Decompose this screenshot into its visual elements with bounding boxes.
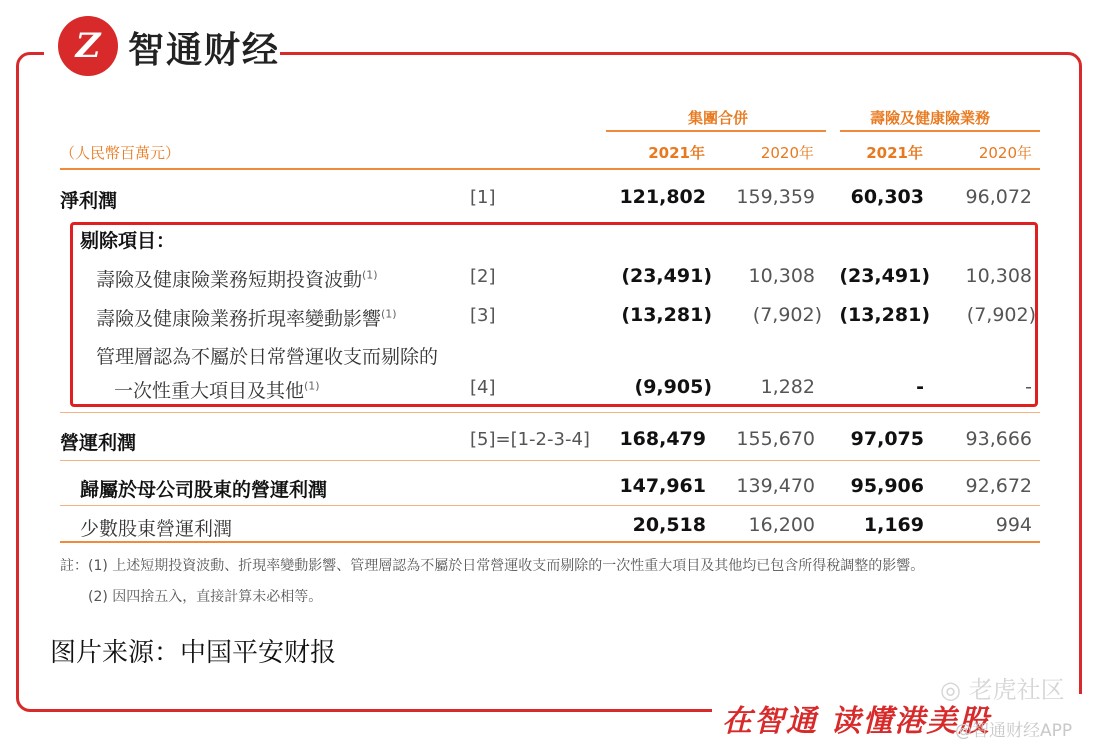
divider-3 [60,505,1040,506]
item2-v3: (23,491) [839,265,930,287]
slogan: 在智通 读懂港美股 [722,704,991,739]
header-life-health: 壽險及健康險業務 [870,109,991,127]
zhitong-logo-icon: Z [58,16,118,76]
item3-v1: (13,281) [621,304,712,326]
net-profit-label: 淨利潤 [60,190,118,212]
tiger-logo-icon: ◎ [940,676,969,704]
item4-v1: (9,905) [634,376,712,398]
attributable-label: 歸屬於母公司股東的營運利潤 [80,479,328,501]
watermark-tiger: ◎ 老虎社区 [940,676,1065,704]
operating-profit-v3: 97,075 [850,428,924,450]
year-col-3: 2021年 [866,144,923,162]
footnote-1: 註：(1) 上述短期投資波動、折現率變動影響、管理層認為不屬於日常營運收支而剔除的一次性重大項目及其他均已包含所得稅調整的影響。 [60,558,925,574]
operating-profit-label: 營運利潤 [60,432,137,454]
header-line-life [840,130,1040,132]
minority-v2: 16,200 [748,514,815,536]
net-profit-ref: [1] [470,187,496,208]
net-profit-v2: 159,359 [736,186,815,208]
item3-v2: (7,902) [752,304,822,326]
item4-v2: 1,282 [760,376,815,398]
item2-label: 壽險及健康險業務短期投資波動$^{(1)}$ [96,268,378,291]
net-profit-v4: 96,072 [965,186,1032,208]
item2-v4: 10,308 [965,265,1032,287]
item4-v3: - [916,376,924,398]
year-col-4: 2020年 [978,144,1032,162]
attributable-v2: 139,470 [736,475,815,497]
item3-label: 壽險及健康險業務折現率變動影響$^{(1)}$ [96,307,397,330]
currency-unit: （人民幣百萬元） [60,144,181,162]
operating-profit-ref: [5]=[1-2-3-4] [470,429,590,450]
image-source: 图片来源：中国平安财报 [50,638,337,668]
divider-2 [60,460,1040,461]
operating-profit-v4: 93,666 [965,428,1032,450]
minority-v4: 994 [995,514,1032,536]
minority-v3: 1,169 [863,514,924,536]
item3-v3: (13,281) [839,304,930,326]
brand-name: 智通财经 [128,30,281,71]
operating-profit-v1: 168,479 [619,428,706,450]
item3-v4: (7,902) [966,304,1036,326]
item4-v4: - [1025,376,1032,398]
header-rule [60,168,1040,170]
header-consolidated: 集團合併 [688,109,749,127]
footnote-2: (2) 因四捨五入，直接計算未必相等。 [88,589,323,605]
excluded-items-title: 剔除項目： [80,230,176,252]
item3-ref: [3] [470,305,496,326]
net-profit-v3: 60,303 [850,186,924,208]
item4-label-line2: 一次性重大項目及其他$^{(1)}$ [114,379,320,402]
item2-ref: [2] [470,266,496,287]
item4-label-line1: 管理層認為不屬於日常營運收支而剔除的 [96,346,439,368]
watermark-app: @智通财经APP [955,721,1073,741]
item2-v1: (23,491) [621,265,712,287]
year-col-1: 2021年 [648,144,705,162]
year-col-2: 2020年 [760,144,814,162]
item4-ref: [4] [470,377,496,398]
net-profit-v1: 121,802 [619,186,706,208]
divider-1 [60,412,1040,413]
attributable-v4: 92,672 [965,475,1032,497]
attributable-v3: 95,906 [850,475,924,497]
item2-v2: 10,308 [748,265,815,287]
minority-label: 少數股東營運利潤 [80,518,233,540]
bottom-rule [60,541,1040,543]
minority-v1: 20,518 [632,514,706,536]
attributable-v1: 147,961 [619,475,706,497]
operating-profit-v2: 155,670 [736,428,815,450]
header-line-consolidated [606,130,826,132]
